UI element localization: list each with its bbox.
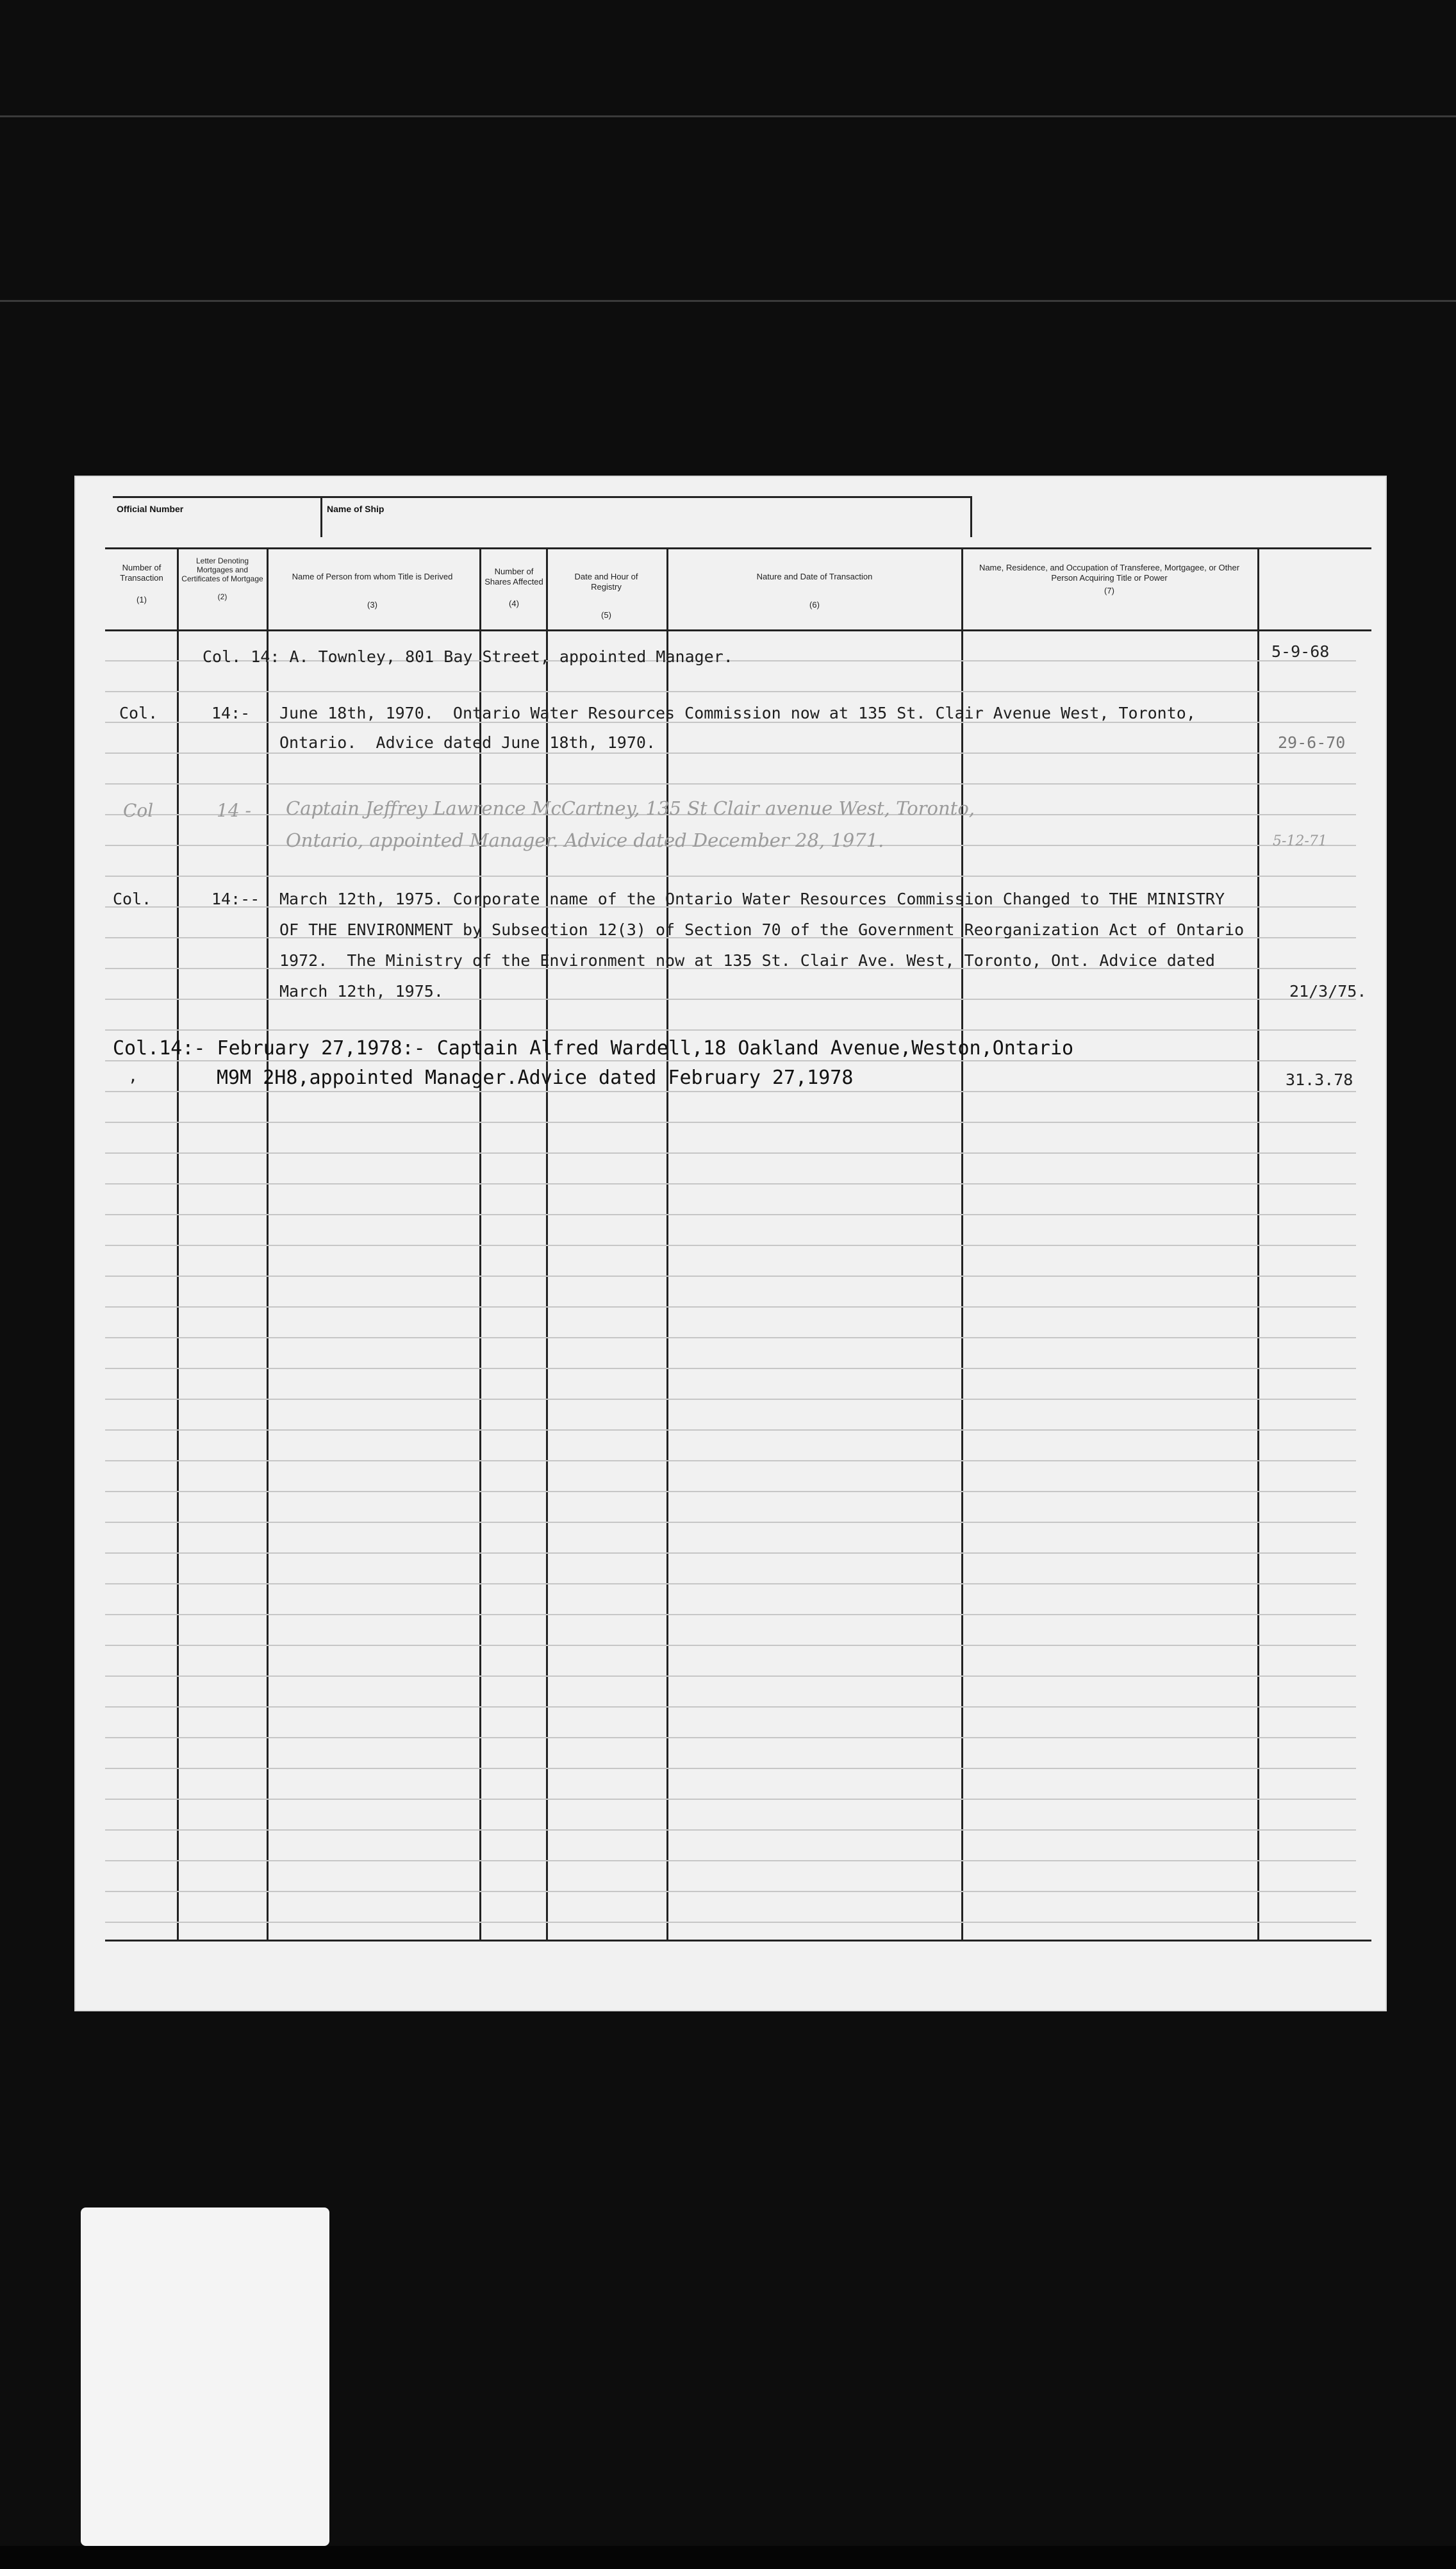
column-header	[108, 563, 176, 605]
entry-col2: 14:-	[211, 704, 251, 722]
ruled-line	[105, 1276, 1356, 1277]
header-box-divider	[320, 496, 322, 537]
ruled-line	[105, 1491, 1356, 1492]
column-header-title: Letter Denoting Mortgages and Certificates of Mortgage	[181, 556, 263, 583]
ruled-line	[105, 783, 1356, 785]
ruled-line	[105, 1245, 1356, 1246]
entry-handwritten-text: Captain Jeffrey Lawrence McCartney, 135 St Clair avenue West, Toronto,	[286, 797, 975, 819]
entry-text: Ontario. Advice dated June 18th, 1970.	[279, 733, 656, 752]
registration-date: 21/3/75.	[1289, 982, 1367, 1001]
ruled-line	[105, 1091, 1356, 1092]
ruled-line	[105, 1583, 1356, 1584]
ruled-line	[105, 1060, 1356, 1061]
ruled-line	[105, 1922, 1356, 1923]
ruled-line	[105, 1829, 1356, 1831]
ruled-line	[105, 1799, 1356, 1800]
column-header-number: (6)	[809, 600, 820, 610]
registration-date: 29-6-70	[1278, 733, 1346, 752]
ruled-line	[105, 1645, 1356, 1646]
column-header	[483, 567, 545, 609]
ruled-line	[105, 1122, 1356, 1123]
ruled-line	[105, 876, 1356, 877]
ruled-line	[105, 1675, 1356, 1677]
film-strip-line	[0, 115, 1456, 117]
entry-mark: ,	[128, 1067, 138, 1085]
column-header	[279, 572, 465, 610]
ruled-line	[105, 1768, 1356, 1769]
column-header	[972, 563, 1247, 596]
ruled-line	[105, 1429, 1356, 1431]
column-header-title: Name, Residence, and Occupation of Transferee, Mortgagee, or Other Person Acquiring Title or Power	[979, 563, 1240, 583]
column-header-number: (7)	[1104, 586, 1114, 595]
registration-date: 5-9-68	[1271, 642, 1330, 661]
column-header-title: Number of Transaction	[120, 563, 163, 583]
ruled-line	[105, 1552, 1356, 1554]
ruled-line	[105, 1860, 1356, 1861]
entry-text: March 12th, 1975. Corporate name of the Ontario Water Resources Commission Changed to THE MINISTRY	[279, 890, 1225, 908]
column-header-title: Number of Shares Affected	[484, 567, 543, 586]
ship-name-label: Name of Ship	[327, 504, 385, 514]
entry-text: Col. 14: A. Townley, 801 Bay Street, appointed Manager.	[203, 647, 733, 666]
header-box-top	[113, 496, 972, 498]
entry-text: M9M 2H8,appointed Manager.Advice dated February 27,1978	[217, 1067, 854, 1089]
entry-text: OF THE ENVIRONMENT by Subsection 12(3) of Section 70 of the Government Reorganization Act of Ontario	[279, 920, 1245, 939]
ruled-line	[105, 1152, 1356, 1154]
entry-col2: 14:--	[211, 890, 260, 908]
column-header-number: (5)	[601, 610, 611, 620]
entry-col1: Col	[123, 800, 154, 821]
ruled-line	[105, 1337, 1356, 1338]
ruled-line	[105, 1399, 1356, 1400]
column-header-title: Date and Hour of Registry	[574, 572, 638, 592]
column-header	[181, 556, 264, 601]
registration-date: 31.3.78	[1286, 1070, 1353, 1089]
column-header	[561, 572, 651, 620]
column-header-number: (1)	[136, 595, 147, 604]
column-header-number: (3)	[367, 600, 377, 610]
table-bottom-rule	[105, 1940, 1371, 1941]
ruled-line	[105, 1029, 1356, 1031]
column-header-number: (4)	[509, 599, 519, 608]
entry-text: Col.14:- February 27,1978:- Captain Alfred Wardell,18 Oakland Avenue,Weston,Ontario	[113, 1037, 1074, 1060]
column-header-title: Nature and Date of Transaction	[756, 572, 873, 581]
registration-date: 5-12-71	[1273, 833, 1327, 849]
ruled-line	[105, 752, 1356, 754]
ruled-line	[105, 691, 1356, 692]
entry-text: 1972. The Ministry of the Environment now at 135 St. Clair Ave. West, Toronto, Ont. Advice dated	[279, 951, 1215, 970]
ship-registry-page	[74, 476, 1387, 2011]
entry-text: June 18th, 1970. Ontario Water Resources Commission now at 135 St. Clair Avenue West, Toronto,	[279, 704, 1196, 722]
official-number-label: Official Number	[117, 504, 184, 514]
ruled-line	[105, 1306, 1356, 1308]
header-box-right	[970, 496, 972, 537]
ruled-line	[105, 1706, 1356, 1708]
ruled-line	[105, 1522, 1356, 1523]
ruled-line	[105, 1891, 1356, 1892]
table-top-rule	[105, 547, 1371, 549]
column-header-number: (2)	[217, 592, 228, 601]
ruled-line	[105, 1214, 1356, 1215]
film-strip-bottom	[0, 2546, 1456, 2569]
entry-text: March 12th, 1975.	[279, 982, 443, 1001]
ruled-line	[105, 1460, 1356, 1461]
column-header-title: Name of Person from whom Title is Derived	[292, 572, 453, 581]
ruled-line	[105, 1737, 1356, 1738]
entry-col1: Col.	[119, 704, 158, 722]
target-card	[81, 2207, 329, 2546]
table-header-rule	[105, 629, 1371, 631]
entry-handwritten-text: Ontario, appointed Manager. Advice dated December 28, 1971.	[286, 829, 884, 851]
ruled-line	[105, 1183, 1356, 1185]
entry-col1: Col.	[113, 890, 152, 908]
ruled-line	[105, 1368, 1356, 1369]
ruled-line	[105, 1614, 1356, 1615]
film-strip-line	[0, 300, 1456, 302]
column-header	[734, 572, 895, 610]
entry-col2: 14 -	[217, 800, 251, 821]
